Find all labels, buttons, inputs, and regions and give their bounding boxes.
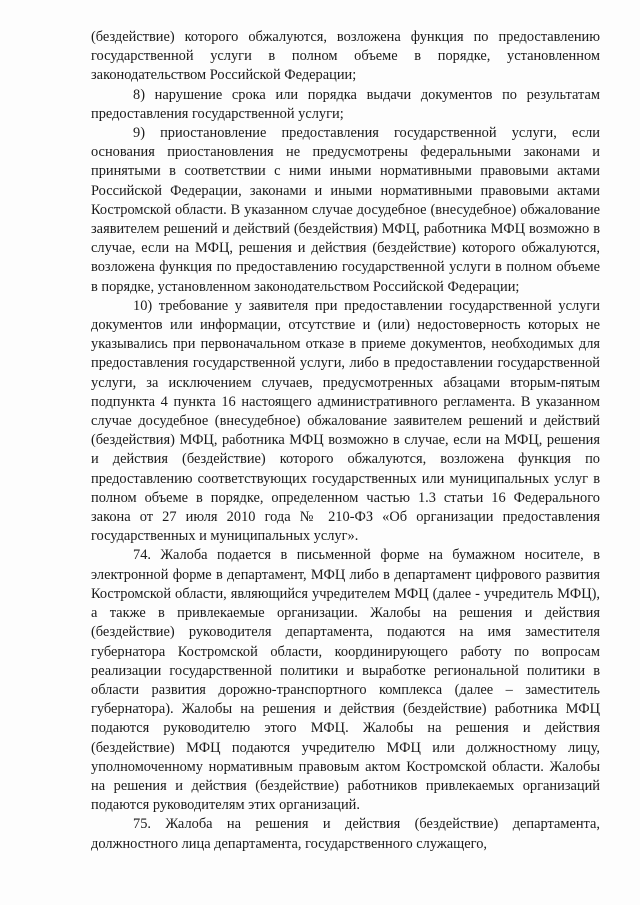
paragraph-item-9: 9) приостановление предоставления государственной услуги, если основания приостановления не предусмотрены федеральными законами и принятыми в соответствии с ними иными нормативными правовыми актами Российской Федерации, законами и иными нормативными правовыми актами Костромской области. В указанном случае досудебное (внесудебное) обжалование заявителем решений и действий (бездействия) МФЦ, работника МФЦ возможно в случае, если на МФЦ, решения и действия (бездействие) которого обжалуются, возложена функция по предоставлению государственной услуги в полном объеме в порядке, установленном законодательством Российской Федерации; [91, 125, 600, 295]
document-body [91, 28, 600, 854]
paragraph-clause-74: 74. Жалоба подается в письменной форме на бумажном носителе, в электронной форме в департамент, МФЦ либо в департамент цифрового развития Костромской области, являющийся учредителем МФЦ (далее - учредитель МФЦ), а также в привлекаемые организации. Жалобы на решения и действия (бездействие) руководителя департамента, подаются на имя заместителя губернатора Костромской области, координирующего работу по вопросам реализации государственной политики и выработке региональной политики в области развития дорожно-транспортного комплекса (далее – заместитель губернатора). Жалобы на решения и действия (бездействие) работника МФЦ подаются руководителю этого МФЦ. Жалобы на решения и действия (бездействие) МФЦ подаются учредителю МФЦ или должностному лицу, уполномоченному нормативным правовым актом Костромской области. Жалобы на решения и действия (бездействие) работников привлекаемых организаций подаются руководителям этих организаций. [91, 547, 600, 814]
paragraph-clause-75: 75. Жалоба на решения и действия (бездействие) департамента, должностного лица департамента, государственного служащего, [91, 816, 600, 852]
paragraph-continuation: (бездействие) которого обжалуются, возложена функция по предоставлению государственной услуги в полном объеме в порядке, установленном законодательством Российской Федерации; [91, 29, 600, 84]
paragraph-item-8: 8) нарушение срока или порядка выдачи документов по результатам предоставления государственной услуги; [91, 86, 600, 122]
paragraph-item-10: 10) требование у заявителя при предоставлении государственной услуги документов или информации, отсутствие и (или) недостоверность которых не указывались при первоначальном отказе в приеме документов, необходимых для предоставления государственной услуги, либо в предоставлении государственной услуги, за исключением случаев, предусмотренных абзацами вторым-пятым подпункта 4 пункта 16 настоящего административного регламента. В указанном случае досудебное (внесудебное) обжалование заявителем решений и действий (бездействия) МФЦ, работника МФЦ возможно в случае, если на МФЦ, решения и действия (бездействие) которого обжалуются, возложена функция по предоставлению соответствующих государственных или муниципальных услуг в полном объеме в порядке, определенном частью 1.3 статьи 16 Федерального закона от 27 июля 2010 года № 210-ФЗ «Об организации предоставления государственных и муниципальных услуг». [91, 297, 600, 545]
